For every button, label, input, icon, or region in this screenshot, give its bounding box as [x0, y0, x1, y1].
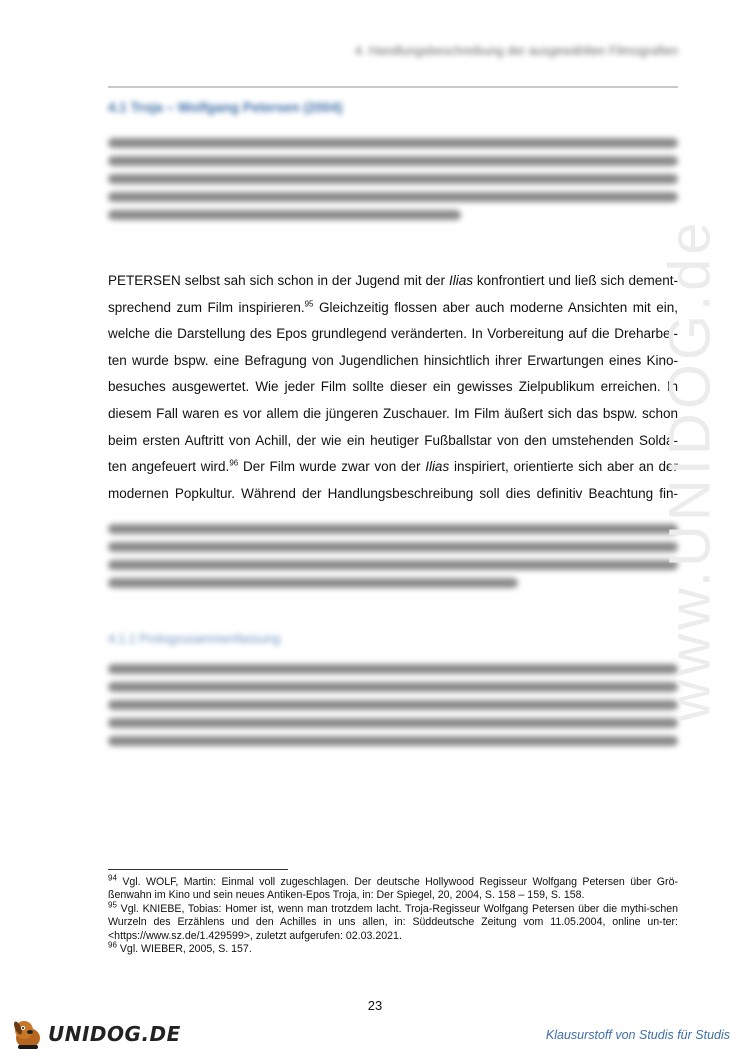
- brand-logo[interactable]: [8, 1016, 181, 1050]
- footer-tagline: Klausurstoff von Studis für Studis: [545, 1028, 730, 1042]
- blurred-paragraph-continuation: [108, 516, 678, 626]
- body-paragraph: [108, 268, 678, 507]
- body-line: sprechend zum Film inspirieren.$^{95}$ Gleichzeitig flossen aber auch moderne Ansichten mit ein,: [108, 299, 678, 315]
- footnote-94: $^{94}$ Vgl. WOLF, Martin: Einmal voll zugeschlagen. Der deutsche Hollywood Regisseur Wolfgang Petersen über Grö-ßenwahn im Kino und sein neues Antiken-Epos Troja, in: Der Spiegel, 20, 2004, S. 158 – 159, S. 158.: [108, 873, 678, 902]
- footnote-96: $^{96}$ Vgl. WIEBER, 2005, S. 157.: [108, 940, 252, 956]
- brand-text: UNIDOG.DE: [48, 1022, 181, 1046]
- body-line: ten wurde bspw. eine Befragung von Jugendlichen hinsichtlich ihrer Erwartungen eines Kino-: [108, 352, 678, 368]
- body-line: ten angefeuert wird.$^{96}$ Der Film wurde zwar von der Ilias inspiriert, orientierte sich aber an der: [108, 458, 678, 475]
- body-line: diesem Fall waren es vor allem die jüngeren Zuschauer. Im Film äußert sich das bspw. schon: [108, 405, 678, 421]
- body-line: PETERSEN selbst sah sich schon in der Jugend mit der Ilias konfrontiert und ließ sich dement-: [108, 273, 678, 288]
- footnote-ref-96[interactable]: 96: [229, 458, 239, 468]
- body-line: welche die Darstellung des Epos grundlegend veränderten. In Vorbereitung auf die Dreharbei-: [108, 326, 678, 342]
- blurred-paragraph-prolog: [108, 656, 678, 796]
- watermark: www.UNIDOG.de: [657, 218, 723, 722]
- footnote-rule: [108, 869, 288, 870]
- subsection-heading: 4.1.1 Prologzusammenfassung: [108, 632, 281, 646]
- running-header: 4. Handlungsbeschreibung der ausgewählten Filmografien: [354, 44, 678, 58]
- header-rule: [108, 86, 678, 88]
- dog-mascot-icon: [10, 1016, 46, 1050]
- section-heading: 4.1 Troja – Wolfgang Petersen (2004): [108, 100, 343, 115]
- body-line: modernen Popkultur. Während der Handlungsbeschreibung soll dies definitiv Beachtung fin-: [108, 485, 678, 501]
- footnote-ref-95[interactable]: 95: [304, 299, 314, 309]
- blurred-paragraph-intro: [108, 130, 678, 260]
- footnotes: [108, 873, 678, 956]
- footnote-95: $^{95}$ Vgl. KNIEBE, Tobias: Homer ist, wenn man trotzdem lacht. Troja-Regisseur Wolfgang Petersen über die mythi-schen Wurzeln des Erzählens und den Achilles in uns allen, in: Süddeutsche Zeitung vom 11.05.2004, online un-ter: <https://www.sz.de/1.429599>, zuletzt aufgerufen: 02.03.2021.: [108, 900, 678, 942]
- page-number: 23: [367, 998, 383, 1013]
- body-line: beim ersten Auftritt von Achill, der wie ein heutiger Fußballstar von den umstehenden Solda-: [108, 432, 678, 448]
- body-line: besuches ausgewertet. Wie jeder Film sollte dieser ein gewisses Zielpublikum erreichen. In: [108, 379, 678, 395]
